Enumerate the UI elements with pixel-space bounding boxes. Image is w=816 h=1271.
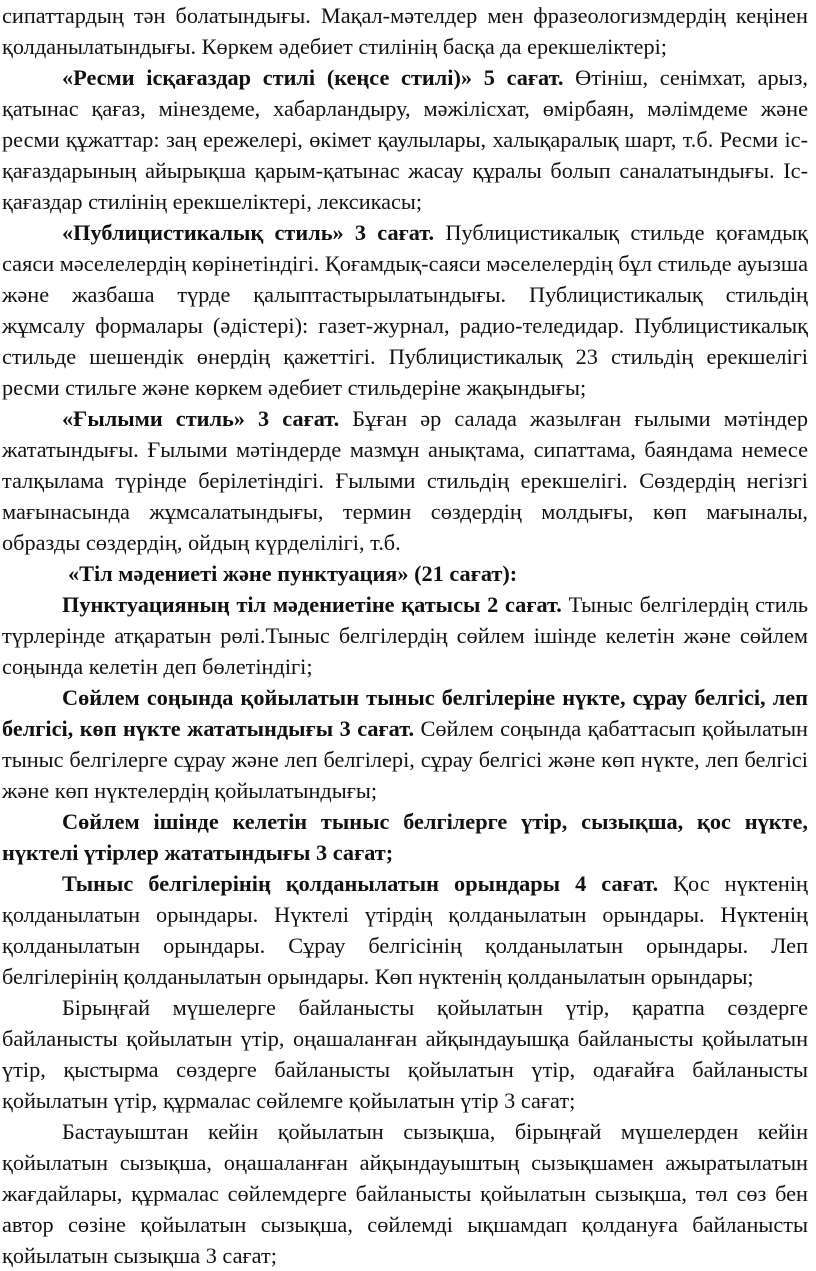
topic-heading: «Ресми ісқағаздар стилі (кеңсе стилі)» 5 сағат. <box>62 65 564 90</box>
paragraph-text: Бірыңғай мүшелерге байланысты қойылатын үтір, қаратпа сөздерге байланысты қойылатын үтір, оңашаланған айқындауышқа байланысты қойылатын үтір, қыстырма сөздерге байланысты қойылатын үтір, одағайға байланысты қойылатын үтір, құрмалас сөйлемге қойылатын үтір 3 сағат; <box>2 995 808 1113</box>
topic-heading: Пунктуацияның тіл мәдениетіне қатысы 2 сағат. <box>62 592 562 617</box>
topic-heading: Тыныс белгілерінің қолданылатын орындары 4 сағат. <box>62 871 659 896</box>
paragraph-text: Тыныс белгілердің стиль түрлерінде атқаратын рөлі.Тыныс белгілердің сөйлем ішінде келетін және сөйлем соңында келетін деп бөлетіндігі; <box>2 592 809 679</box>
paragraph-scientific-style <box>2 403 808 558</box>
paragraph-sentence-end-marks <box>2 682 808 806</box>
paragraph-marks-usage <box>2 868 808 992</box>
topic-heading: Сөйлем соңында қойылатын тыныс белгілеріне нүкте, сұрау белгісі, леп белгісі, көп нүкте жататындығы 3 сағат. <box>2 685 808 741</box>
paragraph-dash-usage <box>2 1116 808 1271</box>
paragraph-official-style <box>2 62 808 217</box>
paragraph-text: Публицистикалық стильде қоғамдық саяси мәселелердің көрінетіндігі. Қоғамдық-саяси мәселелердің бұл стильде ауызша және жазбаша түрде қалыптастырылатындығы. Публицистикалық стильдің жұмсалу формалары (әдістері): газет-журнал, радио-теледидар. Публицистикалық стильде шешендік өнердің қажеттігі. Публицистикалық 23 стильдің ерекшелігі ресми стильге және көркем әдебиет стильдеріне жақындығы; <box>2 220 808 400</box>
paragraph-text: сипаттардың тән болатындығы. Мақал-мәтелдер мен фразеологизмдердің кеңінен қолданылатындығы. Көркем әдебиет стилінің басқа да ерекшеліктері; <box>2 3 808 59</box>
paragraph-style-features <box>2 0 808 62</box>
paragraph-punctuation-culture <box>2 589 808 682</box>
paragraph-inner-sentence-marks <box>2 806 808 868</box>
topic-heading: Сөйлем ішінде келетін тыныс белгілерге үтір, сызықша, қос нүкте, нүктелі үтірлер жататындығы 3 сағат; <box>2 809 808 865</box>
topic-heading: «Публицистикалық стиль» 3 сағат. <box>62 220 435 245</box>
paragraph-publicistic-style <box>2 217 808 403</box>
section-heading <box>2 558 808 589</box>
paragraph-text: Қос нүктенің қолданылатын орындары. Нүктелі үтірдің қолданылатын орындары. Нүктенің қолданылатын орындары. Сұрау белгісінің қолданылатын орындары. Леп белгілерінің қолданылатын орындары. Көп нүктенің қолданылатын орындары; <box>2 871 808 989</box>
paragraph-comma-usage <box>2 992 808 1116</box>
paragraph-text: Сөйлем соңында қабаттасып қойылатын тыныс белгілерге сұрау және леп белгілері, сұрау белгісі және көп нүкте, леп белгісі және көп нүктелердің қойылатындығы; <box>2 716 808 803</box>
paragraph-text: Өтініш, сенімхат, арыз, қатынас қағаз, мінездеме, хабарландыру, мәжілісхат, өмірбаян, мәлімдеме және ресми құжаттар: заң ережелері, өкімет қаулылары, халықаралық шарт, т.б. Ресми іс-қағаздарының айырықша қарым-қатынас жасау құралы болып саналатындығы. Ісқағаздар стилінің ерекшеліктері, лексикасы; <box>2 65 808 214</box>
section-heading-text: «Тіл мәдениеті және пунктуация» (21 сағат): <box>68 561 518 586</box>
topic-heading: «Ғылыми стиль» 3 сағат. <box>62 406 340 431</box>
paragraph-text: Бастауыштан кейін қойылатын сызықша, бірыңғай мүшелерден кейін қойылатын сызықша, оңашаланған айқындауыштың сызықшамен ажыратылатын жағдайлары, құрмалас сөйлемдерге байланысты қойылатын сызықша, төл сөз бен автор сөзіне қойылатын сызықша, сөйлемді ықшамдап қолдануға байланысты қойылатын сызықша 3 сағат; <box>2 1119 808 1268</box>
paragraph-text: Бұған әр салада жазылған ғылыми мәтіндер жататындығы. Ғылыми мәтіндерде мазмұн анықтама, сипаттама, баяндама немесе талқылама түрінде берілетіндігі. Ғылыми стильдің ерекшелігі. Сөздердің негізгі мағынасында жұмсалатындығы, термин сөздердің молдығы, көп мағыналы, образды сөздердің, ойдың күрделілігі, т.б. <box>2 406 808 555</box>
